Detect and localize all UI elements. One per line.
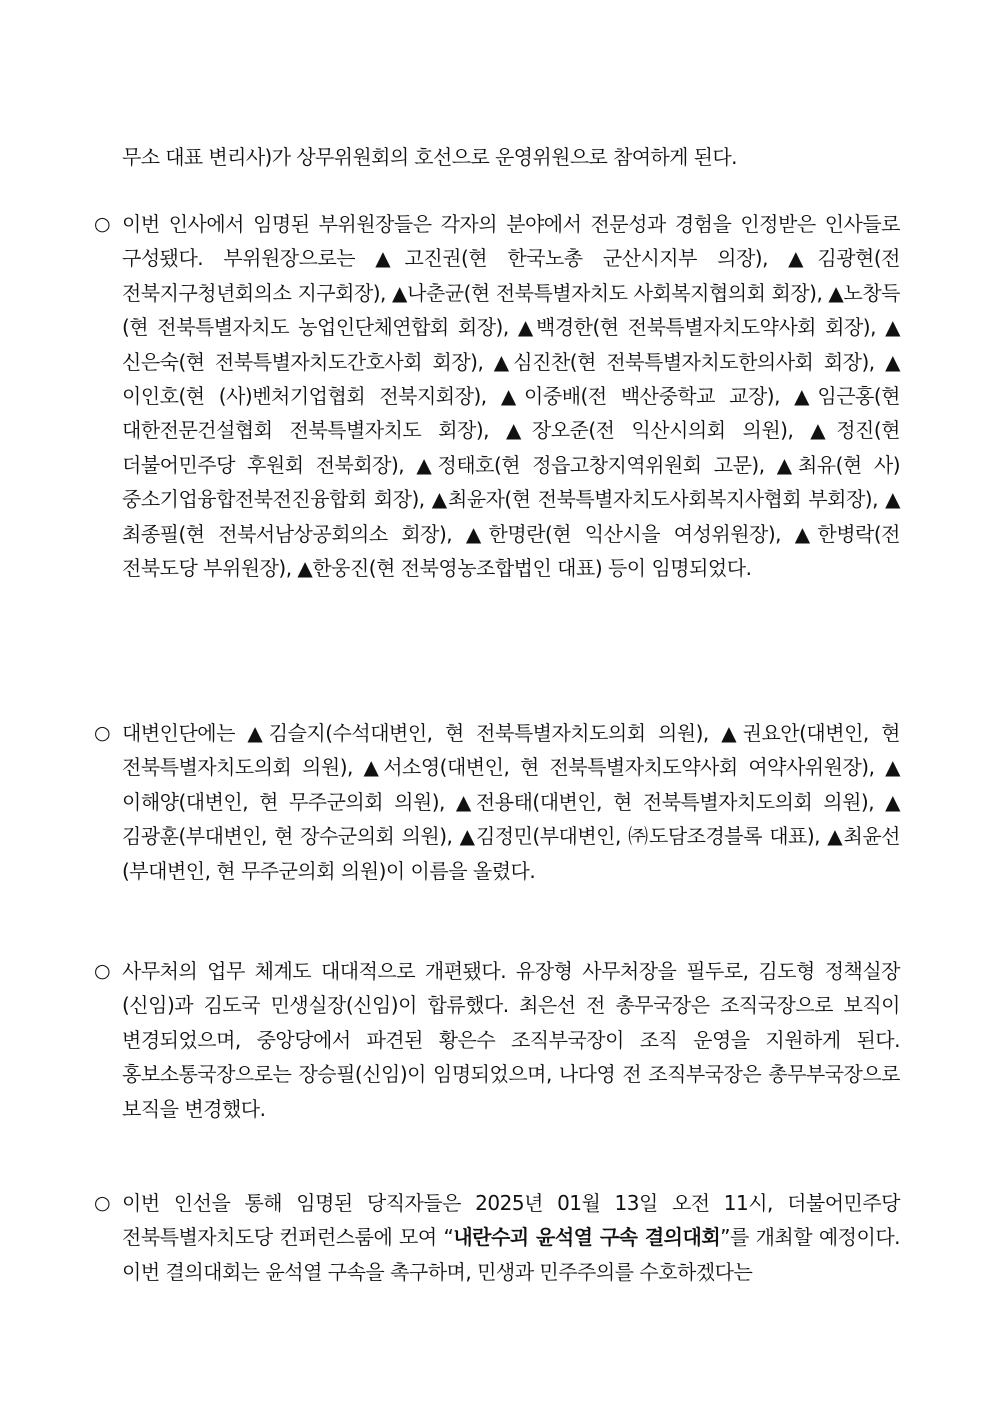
paragraph-secretariat (94, 954, 900, 1126)
paragraph-text-after: ”를 개최할 예정이다. 이번 결의대회는 윤석열 구속을 촉구하며, 민생과 민주주의를 수호하겠다는 (122, 1225, 900, 1284)
paragraph-text: 사무처의 업무 체계도 대대적으로 개편됐다. 유장형 사무처장을 필두로, 김도형 정책실장(신임)과 김도국 민생실장(신임)이 합류했다. 최은선 전 총무국장은 조직국장으로 보직이 변경되었으며, 중앙당에서 파견된 황은수 조직부국장이 조직 운영을 지원하게 된다. 홍보소통국장으로는 장승필(신임)이 임명되었으며, 나다영 전 조직부국장은 총무부국장으로 보직을 변경했다. (122, 959, 900, 1121)
paragraph-text: 이번 인사에서 임명된 부위원장들은 각자의 분야에서 전문성과 경험을 인정받은 인사들로 구성됐다. 부위원장으로는 ▲고진권(현 한국노총 군산시지부 의장), ▲김광현(전 전북지구청년회의소 지구회장), ▲나춘균(현 전북특별자치도 사회복지협의회 회장), ▲노창득(현 전북특별자치도 농업인단체연합회 회장), ▲백경한(현 전북특별자치도약사회 회장), ▲신은숙(현 전북특별자치도간호사회 회장), ▲심진찬(현 전북특별자치도한의사회 회장), ▲이인호(현 (사)벤처기업협회 전북지회장), ▲이중배(전 백산중학교 교장), ▲임근홍(현 대한전문건설협회 전북특별자치도 회장), ▲장오준(전 익산시의회 의원), ▲정진(현 더불어민주당 후원회 전북회장), ▲정태호(현 정읍고창지역위원회 고문), ▲최유(현 사)중소기업융합전북전진융합회 회장), ▲최윤자(현 전북특별자치도사회복지사협회 부회장), ▲최종필(현 전북서남상공회의소 회장), ▲한명란(현 익산시을 여성위원장), ▲한병락(전 전북도당 부위원장), ▲한웅진(현 전북영농조합법인 대표) 등이 임명되었다. (122, 212, 900, 581)
paragraph-text: 대변인단에는 ▲김슬지(수석대변인, 현 전북특별자치도의회 의원), ▲권요안(대변인, 현 전북특별자치도의회 의원), ▲서소영(대변인, 현 전북특별자치도약사회 여약사위원장), ▲이해양(대변인, 현 무주군의회 의원), ▲전용태(대변인, 현 전북특별자치도의회 의원), ▲김광훈(부대변인, 현 장수군의회 의원), ▲김정민(부대변인, ㈜도담조경블록 대표), ▲최윤선(부대변인, 현 무주군의회 의원)이 이름을 올렸다. (122, 721, 900, 883)
circle-bullet-icon: ○ (94, 1192, 111, 1214)
circle-bullet-icon: ○ (94, 213, 111, 235)
paragraph-text-before: 이번 인선을 통해 임명된 당직자들은 2025년 01월 13일 오전 11시, 더불어민주당 전북특별자치도당 컨퍼런스룸에 모여 “ (122, 1191, 900, 1250)
paragraph-text (122, 1186, 900, 1289)
paragraph-rally (94, 1186, 900, 1289)
circle-bullet-icon: ○ (94, 722, 111, 744)
paragraph-vice-chairs (94, 207, 900, 585)
continuation-line: 무소 대표 변리사)가 상무위원회의 호선으로 운영위원으로 참여하게 된다. (122, 145, 737, 169)
circle-bullet-icon: ○ (94, 960, 111, 982)
rally-title-bold: 내란수괴 윤석열 구속 결의대회 (453, 1225, 721, 1250)
paragraph-spokespersons (94, 716, 900, 888)
